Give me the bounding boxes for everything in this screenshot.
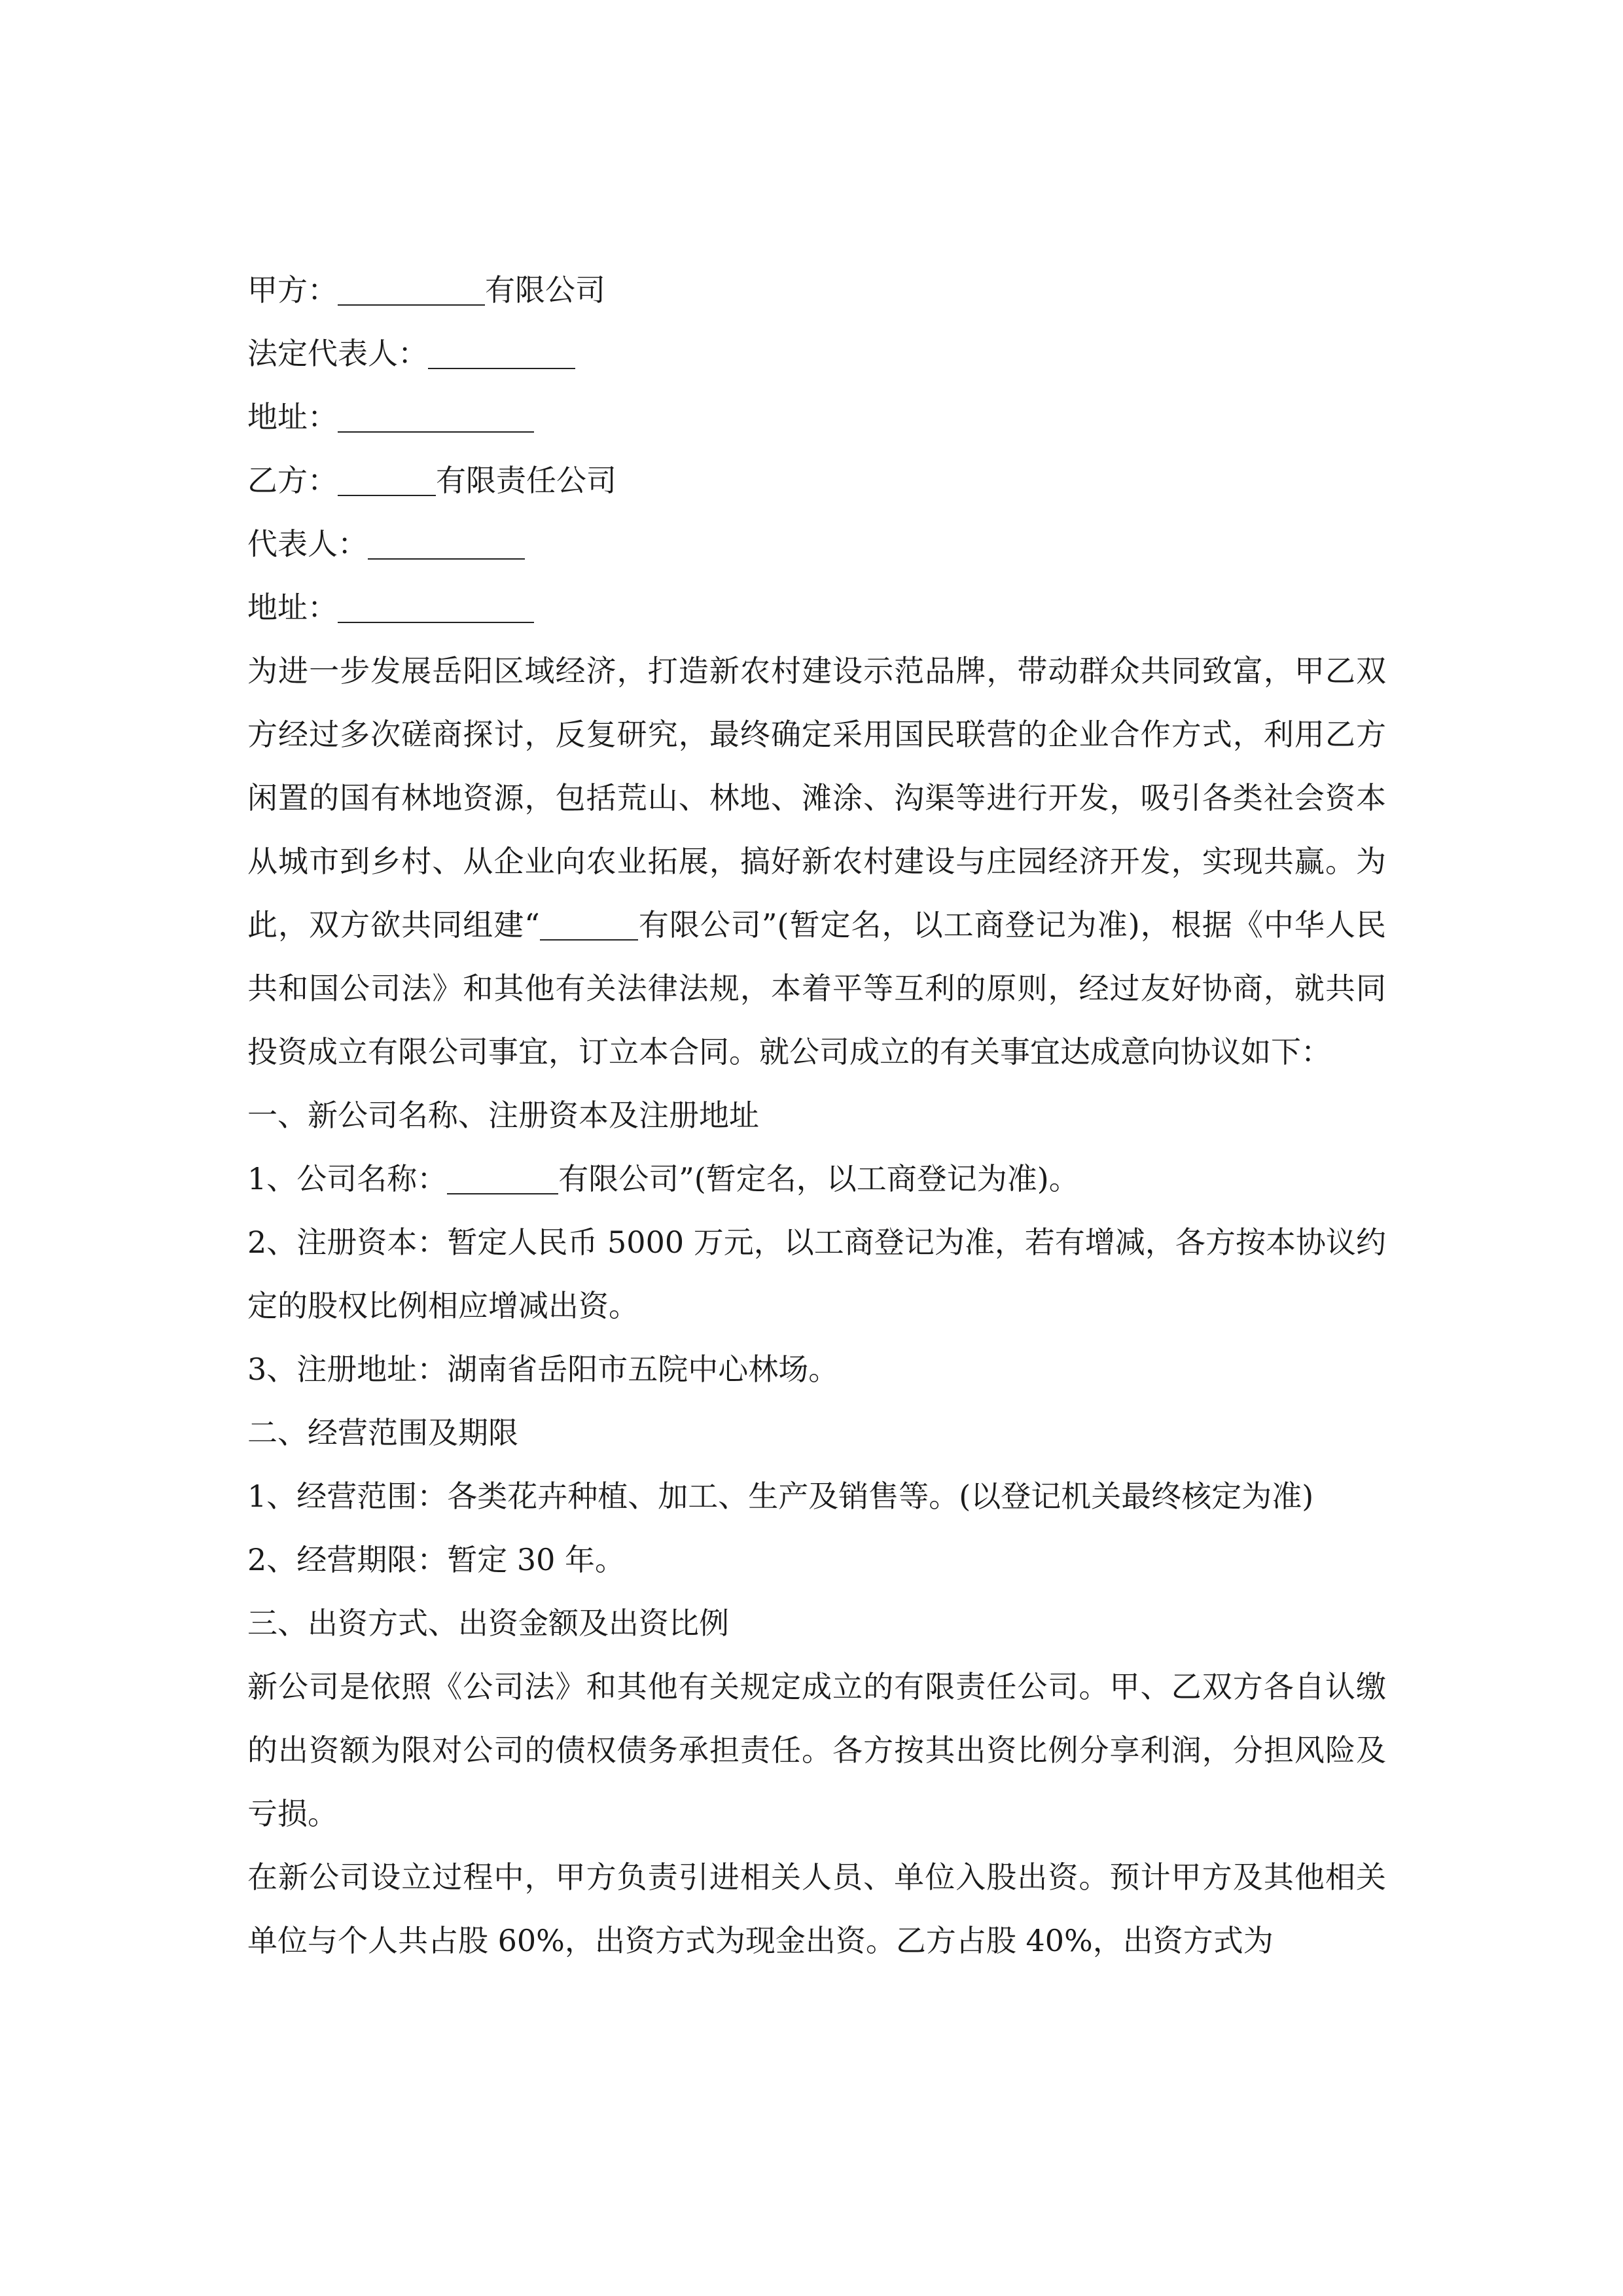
company-name-blank[interactable]: [447, 1159, 558, 1194]
new-company-name-blank[interactable]: [540, 905, 638, 941]
party-a-addr-line: [247, 386, 1386, 449]
party-b-rep-blank[interactable]: [368, 524, 525, 560]
section1-item1-suffix: 有限公司”(暂定名，以工商登记为准)。: [558, 1161, 1079, 1196]
party-b-rep-label: 代表人：: [247, 526, 368, 562]
preamble-paragraph: [247, 639, 1386, 1084]
party-a-rep-blank[interactable]: [428, 334, 575, 369]
party-b-rep-line: [247, 512, 1386, 576]
party-b-suffix: 有限责任公司: [436, 463, 616, 498]
party-b-addr-blank[interactable]: [338, 588, 534, 623]
party-b-addr-label: 地址：: [247, 590, 338, 625]
party-a-addr-label: 地址：: [247, 399, 338, 435]
section3-heading: 三、出资方式、出资金额及出资比例: [247, 1605, 729, 1641]
party-a-rep-label: 法定代表人：: [247, 336, 428, 371]
section2-heading: 二、经营范围及期限: [247, 1415, 518, 1450]
section1-item1-prefix: 1、公司名称：: [247, 1161, 448, 1196]
party-b-name-blank[interactable]: [338, 461, 436, 496]
party-a-name-blank[interactable]: [338, 270, 485, 306]
section1-heading: 一、新公司名称、注册资本及注册地址: [247, 1098, 759, 1133]
section1-item1: [247, 1147, 1386, 1211]
section2-item2: 2、经营期限：暂定 30 年。: [247, 1542, 626, 1577]
preamble-part1: 为进一步发展岳阳区域经济，打造新农村建设示范品牌，带动群众共同致富，甲乙双方经过多次磋商探讨，反复研究，最终确定采用国民联营的企业合作方式，利用乙方闲置的国有林地资源，包括荒山、林地、滩涂、沟渠等进行开发，吸引各类社会资本从城市到乡村、从企业向农业拓展，搞好新农村建设与庄园经济开发，实现共赢。为此，双方欲共同组建“: [247, 653, 1386, 942]
preamble-part2: 有限公司”(暂定名，以工商登记为准)，根据《中华人民共和国公司法》和其他有关法律法规，本着平等互利的原则，经过友好协商，就共同投资成立有限公司事宜，订立本合同。就公司成立的有关事宜达成意向协议如下：: [247, 907, 1386, 1069]
party-b-addr-line: [247, 576, 1386, 639]
section3-paragraph1: 新公司是依照《公司法》和其他有关规定成立的有限责任公司。甲、乙双方各自认缴的出资额为限对公司的债权债务承担责任。各方按其出资比例分享利润，分担风险及亏损。: [247, 1669, 1386, 1831]
party-b-label: 乙方：: [247, 463, 338, 498]
party-a-rep-line: [247, 322, 1386, 386]
party-a-label: 甲方：: [247, 272, 338, 308]
section3-paragraph2: 在新公司设立过程中，甲方负责引进相关人员、单位入股出资。预计甲方及其他相关单位与个人共占股 60%，出资方式为现金出资。乙方占股 40%，出资方式为: [247, 1859, 1386, 1958]
section2-item1: 1、经营范围：各类花卉种植、加工、生产及销售等。(以登记机关最终核定为准): [247, 1479, 1314, 1514]
party-a-addr-blank[interactable]: [338, 397, 534, 433]
party-a-suffix: 有限公司: [485, 272, 605, 308]
contract-page: [247, 259, 1386, 1973]
section1-item3: 3、注册地址：湖南省岳阳市五院中心林场。: [247, 1352, 839, 1387]
section1-item2: 2、注册资本：暂定人民币 5000 万元，以工商登记为准，若有增减，各方按本协议约定的股权比例相应增减出资。: [247, 1225, 1386, 1323]
party-b-line: [247, 449, 1386, 512]
party-a-line: [247, 259, 1386, 322]
